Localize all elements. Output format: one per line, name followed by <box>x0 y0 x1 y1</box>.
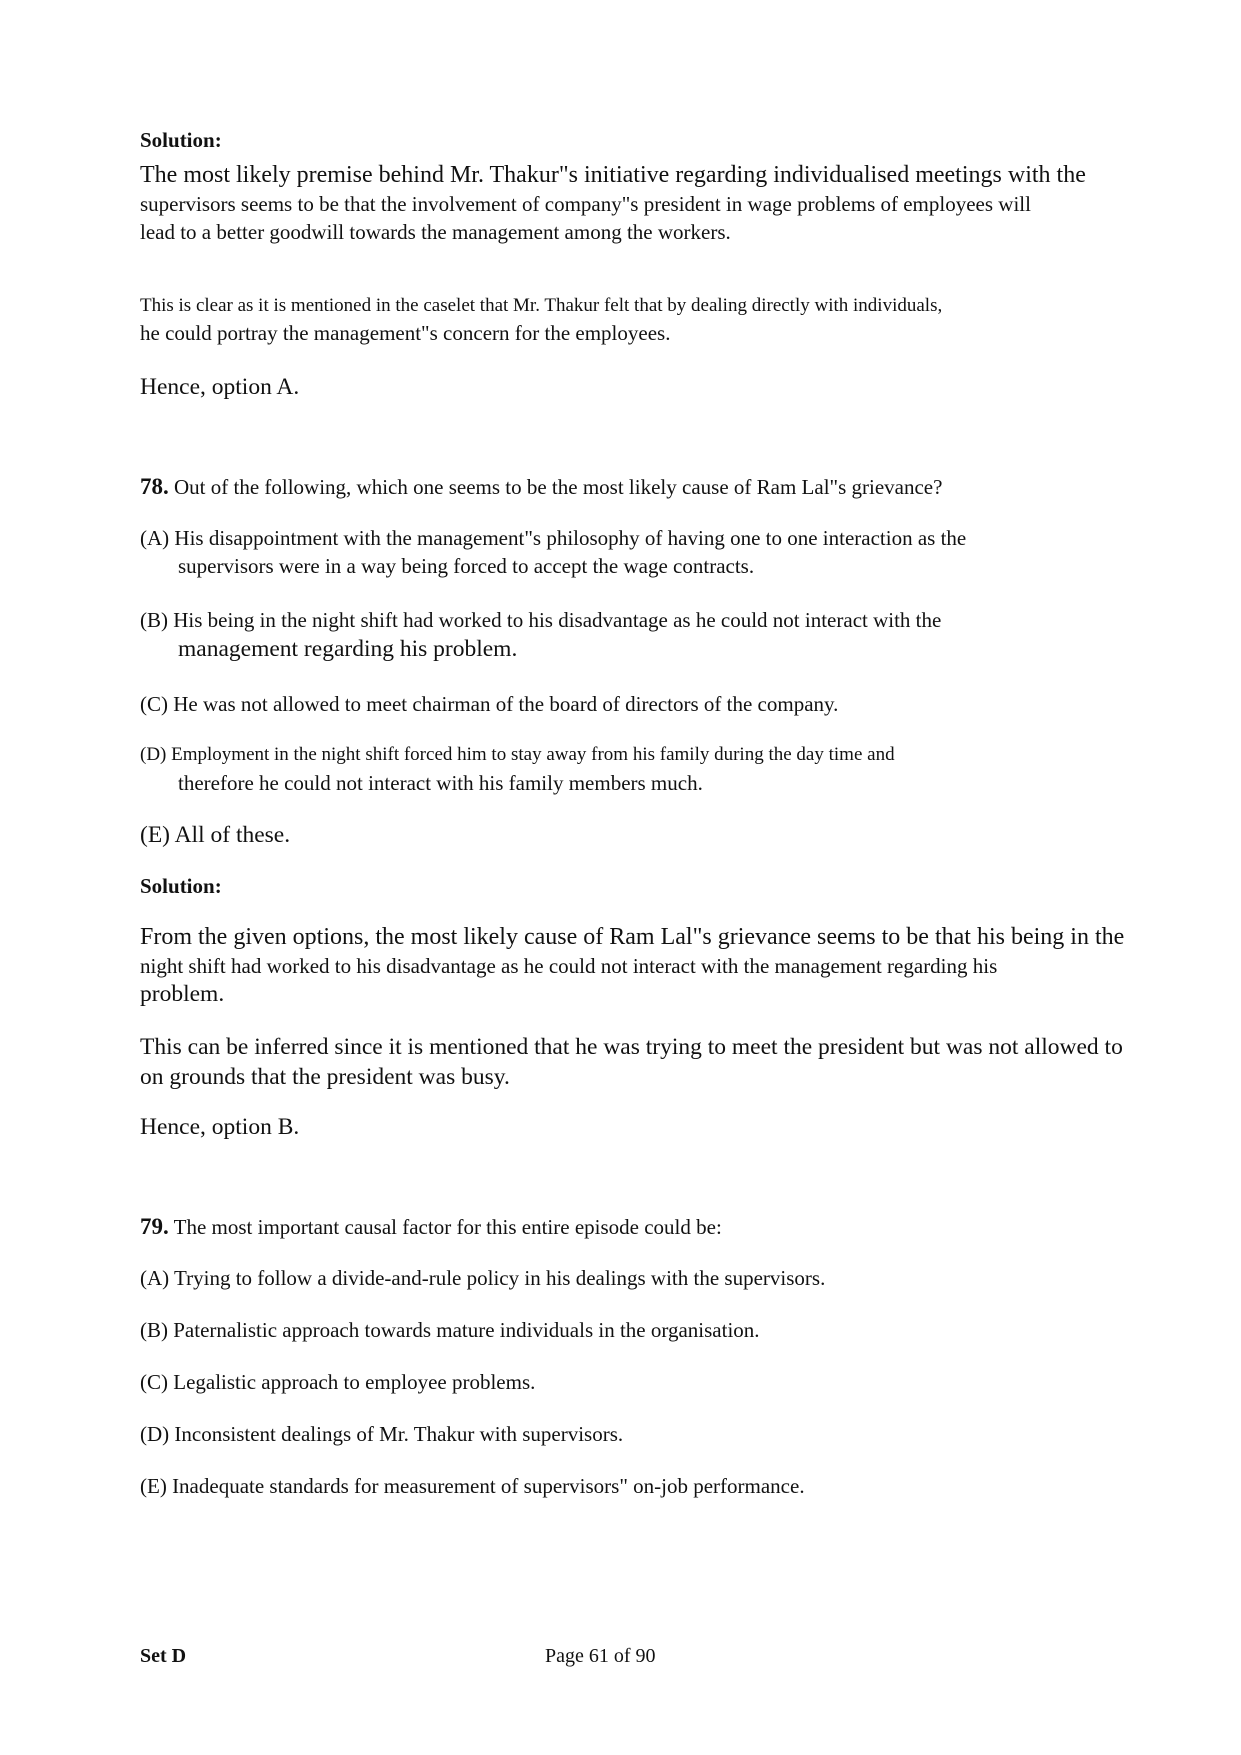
solution-78-p2-line-2: on grounds that the president was busy. <box>140 1064 510 1090</box>
solution-78-paragraph-2 <box>140 1032 1123 1092</box>
footer-page-number: Page 61 of 90 <box>545 1645 656 1667</box>
solution-78-paragraph-1 <box>140 922 1124 1008</box>
question-79 <box>140 1214 722 1240</box>
question-78-text: Out of the following, which one seems to be the most likely cause of Ram Lal"s grievance? <box>174 475 943 499</box>
question-79-option-e: (E) Inadequate standards for measurement of supervisors" on-job performance. <box>140 1474 805 1498</box>
solution-78-p1-line-1: From the given options, the most likely cause of Ram Lal"s grievance seems to be that his being in the <box>140 924 1125 950</box>
question-78-option-d <box>140 742 895 798</box>
question-79-number: 79. <box>140 1214 169 1239</box>
solution-78-p2-line-1: This can be inferred since it is mentioned that he was trying to meet the president but was not allowed to <box>140 1034 1123 1060</box>
solution-77-p1-line-3: lead to a better goodwill towards the management among the workers. <box>140 220 731 244</box>
option-b-line-2: management regarding his problem. <box>178 636 518 662</box>
option-a-line-2: supervisors were in a way being forced to accept the wage contracts. <box>178 554 755 578</box>
question-79-text: The most important causal factor for this entire episode could be: <box>173 1215 722 1239</box>
solution-78-p1-line-3: problem. <box>140 981 225 1007</box>
option-a-line-1: (A) His disappointment with the management"s philosophy of having one to one interaction as the <box>140 526 967 550</box>
question-78-option-e: (E) All of these. <box>140 822 291 848</box>
question-78 <box>140 474 942 500</box>
question-78-option-b <box>140 606 941 664</box>
solution-78-heading: Solution: <box>140 874 222 898</box>
solution-77-conclusion: Hence, option A. <box>140 374 300 400</box>
question-79-option-a: (A) Trying to follow a divide-and-rule policy in his dealings with the supervisors. <box>140 1266 826 1290</box>
question-78-option-a <box>140 524 966 580</box>
question-79-option-d: (D) Inconsistent dealings of Mr. Thakur with supervisors. <box>140 1422 624 1446</box>
solution-77-p1-line-2: supervisors seems to be that the involvement of company"s president in wage problems of employees will <box>140 192 1031 216</box>
solution-77-p2-line-1: This is clear as it is mentioned in the caselet that Mr. Thakur felt that by dealing directly with individuals, <box>140 295 943 316</box>
question-79-option-b: (B) Paternalistic approach towards mature individuals in the organisation. <box>140 1318 760 1342</box>
option-d-line-1: (D) Employment in the night shift forced him to stay away from his family during the day time and <box>140 744 895 765</box>
solution-77-p1-line-1: The most likely premise behind Mr. Thakur"s initiative regarding individualised meetings with the <box>140 162 1086 188</box>
option-d-line-2: therefore he could not interact with his family members much. <box>178 771 703 795</box>
footer-set-label: Set D <box>140 1645 187 1667</box>
document-page <box>140 0 1200 1755</box>
question-78-number: 78. <box>140 474 169 499</box>
solution-77-paragraph-2 <box>140 294 942 348</box>
solution-77-p2-line-2: he could portray the management"s concern for the employees. <box>140 321 671 345</box>
solution-77-paragraph-1 <box>140 160 1086 246</box>
option-b-line-1: (B) His being in the night shift had worked to his disadvantage as he could not interact with the <box>140 608 942 632</box>
solution-78-conclusion: Hence, option B. <box>140 1114 300 1140</box>
question-78-option-c: (C) He was not allowed to meet chairman of the board of directors of the company. <box>140 692 839 716</box>
solution-78-p1-line-2: night shift had worked to his disadvantage as he could not interact with the management regarding his <box>140 954 998 978</box>
solution-77-heading: Solution: <box>140 128 222 152</box>
question-79-option-c: (C) Legalistic approach to employee problems. <box>140 1370 536 1394</box>
